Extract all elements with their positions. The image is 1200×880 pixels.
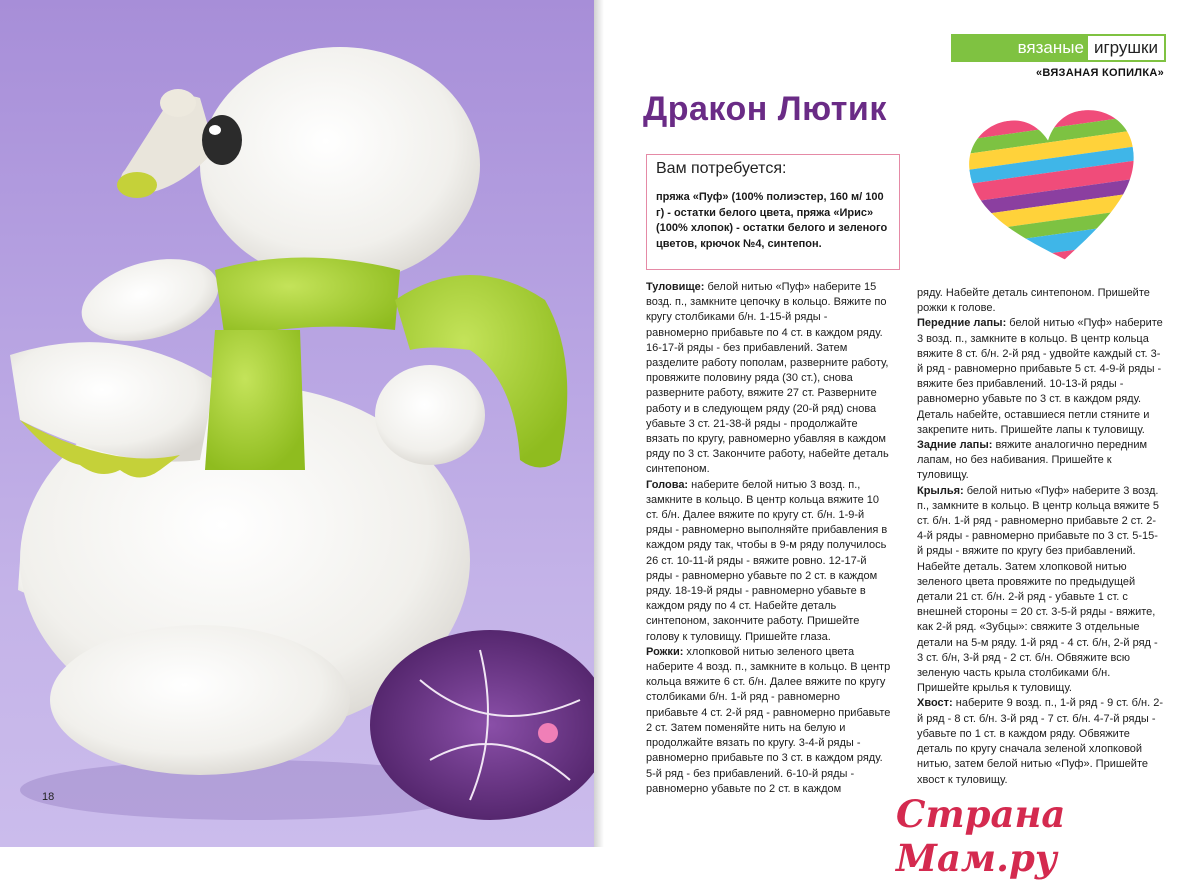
section-text: ряду. Набейте деталь синтепоном. Пришейте рожки к голове.: [917, 287, 1150, 315]
page-number: 18: [42, 791, 55, 803]
requirements-heading: Вам потребуется:: [656, 160, 787, 177]
section-text: белой нитью «Пуф» наберите 3 возд. п., замкните в кольцо. В центр кольца вяжите 5 ст. б/н. 1-й ряд - равномерно прибавьте 2 ст. 2-4-й ряды - равномерно прибавьте по 3 ст. 5-15-й ряды - вяжите по кругу без прибавлений. Набейте деталь. Затем хлопковой нитью зеленого цвета провяжите по предыдущей детали 21 ст. б/н. 2-й ряд - убавьте 1 ст. с внешней стороны = 20 ст. 3-5-й ряды - вяжите, как 2-й ряд. «Зубцы»: свяжите 3 отдельные детали на 5-м ряду. 1-й ряд - 4 ст. б/н, 2-й ряд - 3 ст. б/н, 3-й ряд - 2 ст. б/н. Обвяжите всю зеленую часть крыла столбиками б/н. Пришейте крылья к туловищу.: [917, 484, 1160, 695]
section-text: наберите белой нитью 3 возд. п., замкните в кольцо. В центр кольца вяжите 10 ст. б/н. Далее вяжите по кругу ст. б/н. 1-9-й ряды - равномерно выполняйте прибавления в каждом ряду так, чтобы в 9-м ряду получилось 26 ст. 10-11-й ряды - вяжите ровно. 12-17-й ряды - равномерно убавьте по 2 ст. в каждом ряду. 18-19-й ряды - равномерно убавьте в каждом ряду по 4 ст. Набейте деталь синтепоном, закончите работу. Пришейте голову к туловищу. Пришейте глаза.: [646, 478, 888, 643]
section-text: вяжите аналогично передним лапам, но без набивания. Пришейте к туловищу.: [917, 439, 1148, 482]
section-wings: [917, 484, 1163, 697]
section-label: Туловище:: [646, 281, 705, 293]
section-label: Рожки:: [646, 645, 684, 658]
section-text: белой нитью «Пуф» наберите 15 возд. п., замкните цепочку в кольцо. Вяжите по кругу столбиками б/н. 1-15-й ряды - равномерно прибавьте по 4 ст. в каждом ряду. 16-17-й ряды - без прибавлений. Затем разделите работу пополам, разверните работу, провяжите половину ряда (30 ст.), снова разверните работу, вяжите 27 ст. Разверните работу и в следующем ряду (20-й ряд) снова убавьте 3 ст. 21-38-й ряды - продолжайте вязать по кругу, равномерно убавляя в каждом ряду по 3 ст. Закончите работу, набейте деталь синтепоном.: [646, 281, 889, 476]
site-watermark: Страна Мам.ру: [896, 792, 1066, 880]
section-back-paws: [917, 438, 1163, 484]
section-text: хлопковой нитью зеленого цвета наберите 4 возд. п., замкните в кольцо. В центр кольца вяжите 6 ст. б/н. Далее вяжите по кругу столбиками б/н. 1-й ряд - равномерно прибавьте 4 ст. 2-й ряд - равномерно прибавьте 2 ст. Затем поменяйте нить на белую и продолжайте вязать по кругу. 3-4-й ряды - равномерно прибавьте по 3 ст. в каждом ряду. 5-й ряд - без прибавлений. 6-10-й ряды - равномерно убавьте по 2 ст. в каждом: [646, 645, 891, 795]
photo-dragon-toy: [0, 0, 594, 847]
section-horns-cont: [917, 286, 1163, 316]
section-subheading: «ВЯЗАНАЯ КОПИЛКА»: [1035, 67, 1164, 79]
section-front-paws: [917, 316, 1163, 438]
section-text: белой нитью «Пуф» наберите 3 возд. п., замкните в кольцо. В центр кольца вяжите 8 ст. б/н. 2-й ряд - удвойте каждый ст. 3-й ряд - равномерно прибавьте 5 ст. 4-9-й ряды - вяжите без прибавлений. 10-13-й ряды - равномерно убавьте по 3 ст. в каждом ряду. Деталь набейте, оставшиеся петли стяните и закрепите нить. Пришейте лапы к туловищу.: [917, 317, 1163, 436]
requirements-text: пряжа «Пуф» (100% полиэстер, 160 м/ 100 г) - остатки белого цвета, пряжа «Ирис» (100% хлопок) - остатки белого и зеленого цветов, крючок №4, синтепон.: [656, 191, 888, 250]
instructions-column-left: [646, 280, 892, 797]
section-label: Задние лапы:: [917, 439, 993, 452]
instructions-column-right: [917, 286, 1163, 788]
section-label: Голова:: [646, 478, 689, 491]
section-label: Передние лапы:: [917, 317, 1007, 330]
category-part2: игрушки: [1088, 36, 1164, 60]
dragon-illustration: [0, 0, 594, 847]
decorative-heart-icon: [968, 110, 1143, 270]
section-head: [646, 478, 892, 645]
article-title: Дракон Лютик: [643, 90, 887, 128]
category-tag: [951, 34, 1166, 62]
section-body: [646, 280, 892, 478]
page-spine: [594, 0, 604, 847]
section-horns: [646, 645, 892, 797]
section-tail: [917, 696, 1163, 787]
section-label: Крылья:: [917, 484, 964, 497]
section-label: Хвост:: [917, 697, 953, 710]
section-text: наберите 9 возд. п., 1-й ряд - 9 ст. б/н. 2-й ряд - 8 ст. б/н. 3-й ряд - 7 ст. б/н. 4-7-й ряды - убавьте по 1 ст. в каждом ряду. Обвяжите деталь по кругу сначала зеленой хлопковой нитью, затем белой нитью «Пуф». Пришейте хвост к туловищу.: [917, 697, 1163, 786]
category-part1: вязаные: [1017, 38, 1084, 57]
